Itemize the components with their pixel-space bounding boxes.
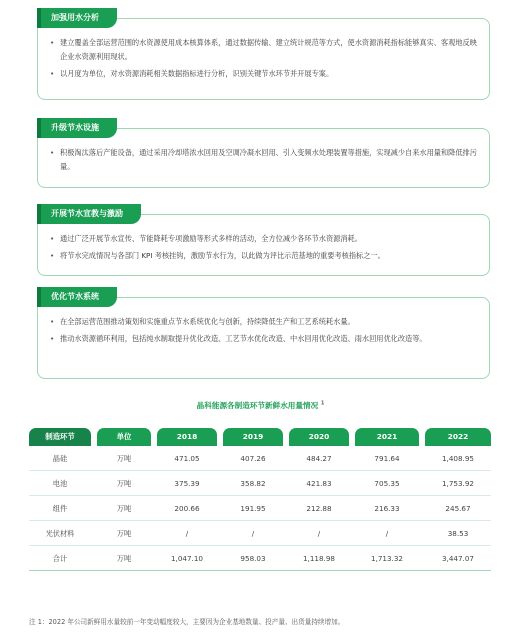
table-cell: 191.95 — [240, 504, 266, 513]
table-cell: 3,447.07 — [441, 554, 474, 563]
table-row — [29, 496, 491, 521]
table-title-text: 晶科能源各制造环节新鲜水用量情况 — [196, 401, 319, 410]
header-cell: 2022 — [425, 428, 491, 446]
table-cell: / — [317, 529, 321, 538]
table-cell: 光伏材料 — [45, 529, 75, 538]
table-cell: 705.35 — [374, 479, 400, 488]
table-cell: 958.03 — [240, 554, 266, 563]
bullet-item: • 通过广泛开展节水宣传、节能降耗专项激励等形式多样的活动，全方位减少各环节水资源消耗。 — [60, 232, 477, 246]
table-row — [29, 446, 491, 471]
section-box — [37, 297, 490, 379]
table-cell: / — [251, 529, 255, 538]
bullet-item: • 将节水完成情况与各部门 KPI 考核挂钩，激励节水行为，以此做为评比示范基地的重要考核指标之一。 — [60, 249, 477, 263]
bullet-item: • 在全部运营范围推动策划和实施重点节水系统优化与创新，持续降低生产和工艺系统耗水量。 — [60, 315, 477, 329]
table-cell: 791.64 — [374, 454, 400, 463]
table-row-total — [29, 546, 491, 571]
table-cell: 245.67 — [445, 504, 471, 513]
table-cell: 万吨 — [116, 554, 132, 563]
table-cell: 电池 — [52, 479, 68, 488]
table-row — [29, 521, 491, 546]
table-cell: 1,047.10 — [170, 554, 203, 563]
bullet-item: • 推动水资源循环利用，包括纯水制取提升优化改造、工艺节水优化改造、中水回用优化改造、雨水回用优化改造等。 — [60, 332, 477, 346]
table-cell: 471.05 — [174, 454, 200, 463]
table-cell: 1,408.95 — [441, 454, 474, 463]
table-cell: 万吨 — [116, 454, 132, 463]
table-cell: 212.88 — [306, 504, 332, 513]
table-cell: 万吨 — [116, 479, 132, 488]
table-cell: 1,713.32 — [370, 554, 403, 563]
table-cell: 200.66 — [174, 504, 200, 513]
header-cell: 制造环节 — [29, 428, 91, 446]
table-cell: 358.82 — [240, 479, 266, 488]
header-cell: 2021 — [355, 428, 419, 446]
section-title: 开展节水宣教与激励 — [37, 204, 141, 224]
table-header-row — [29, 428, 491, 446]
footnote: 注 1：2022 年公司新鲜用水量较前一年变动幅度较大，主要因为企业基地数量、投产量、出货量持续增加。 — [29, 618, 345, 626]
table-cell: 晶硅 — [52, 454, 68, 463]
table-cell: 375.39 — [174, 479, 200, 488]
section-optimize-system — [37, 287, 490, 379]
bullet-item: • 积极淘汰落后产能设备，通过采用冷却塔浓水回用及空调冷凝水回用、引入变频水处理装置等措施，实现减少自来水用量和降低排污量。 — [60, 146, 477, 174]
table-cell: 合计 — [52, 554, 68, 563]
bullet-item: • 以月度为单位，对水资源消耗相关数据指标进行分析，识别关键节水环节并开展专案。 — [60, 67, 477, 81]
table-cell: 万吨 — [116, 504, 132, 513]
table-cell: 组件 — [52, 504, 68, 513]
header-cell: 单位 — [97, 428, 151, 446]
section-upgrade-facilities — [37, 118, 490, 188]
table-title — [0, 400, 521, 411]
bullet-item: • 建立覆盖全部运营范围的水资源使用成本核算体系，通过数据传输、建立统计规范等方式，使水资源消耗指标能够真实、客观地反映企业水资源利用现状。 — [60, 36, 477, 64]
table-cell: 421.83 — [306, 479, 332, 488]
section-water-analysis — [37, 8, 490, 100]
header-cell: 2020 — [289, 428, 349, 446]
section-title: 升级节水设施 — [37, 118, 117, 138]
table-cell: 216.33 — [374, 504, 400, 513]
table-cell: 484.27 — [306, 454, 332, 463]
table-cell: 38.53 — [447, 529, 469, 538]
section-title: 加强用水分析 — [37, 8, 117, 28]
table-cell: 万吨 — [116, 529, 132, 538]
table-cell: 1,753.92 — [441, 479, 474, 488]
table-cell: / — [385, 529, 389, 538]
table-row — [29, 471, 491, 496]
table-cell: / — [185, 529, 189, 538]
table-title-footnote-mark: 1 — [320, 400, 325, 407]
table-cell: 1,118.98 — [302, 554, 335, 563]
section-title: 优化节水系统 — [37, 287, 117, 307]
header-cell: 2019 — [223, 428, 283, 446]
section-education-incentive — [37, 204, 490, 274]
section-box — [37, 18, 490, 100]
header-cell: 2018 — [157, 428, 217, 446]
table-cell: 407.26 — [240, 454, 266, 463]
